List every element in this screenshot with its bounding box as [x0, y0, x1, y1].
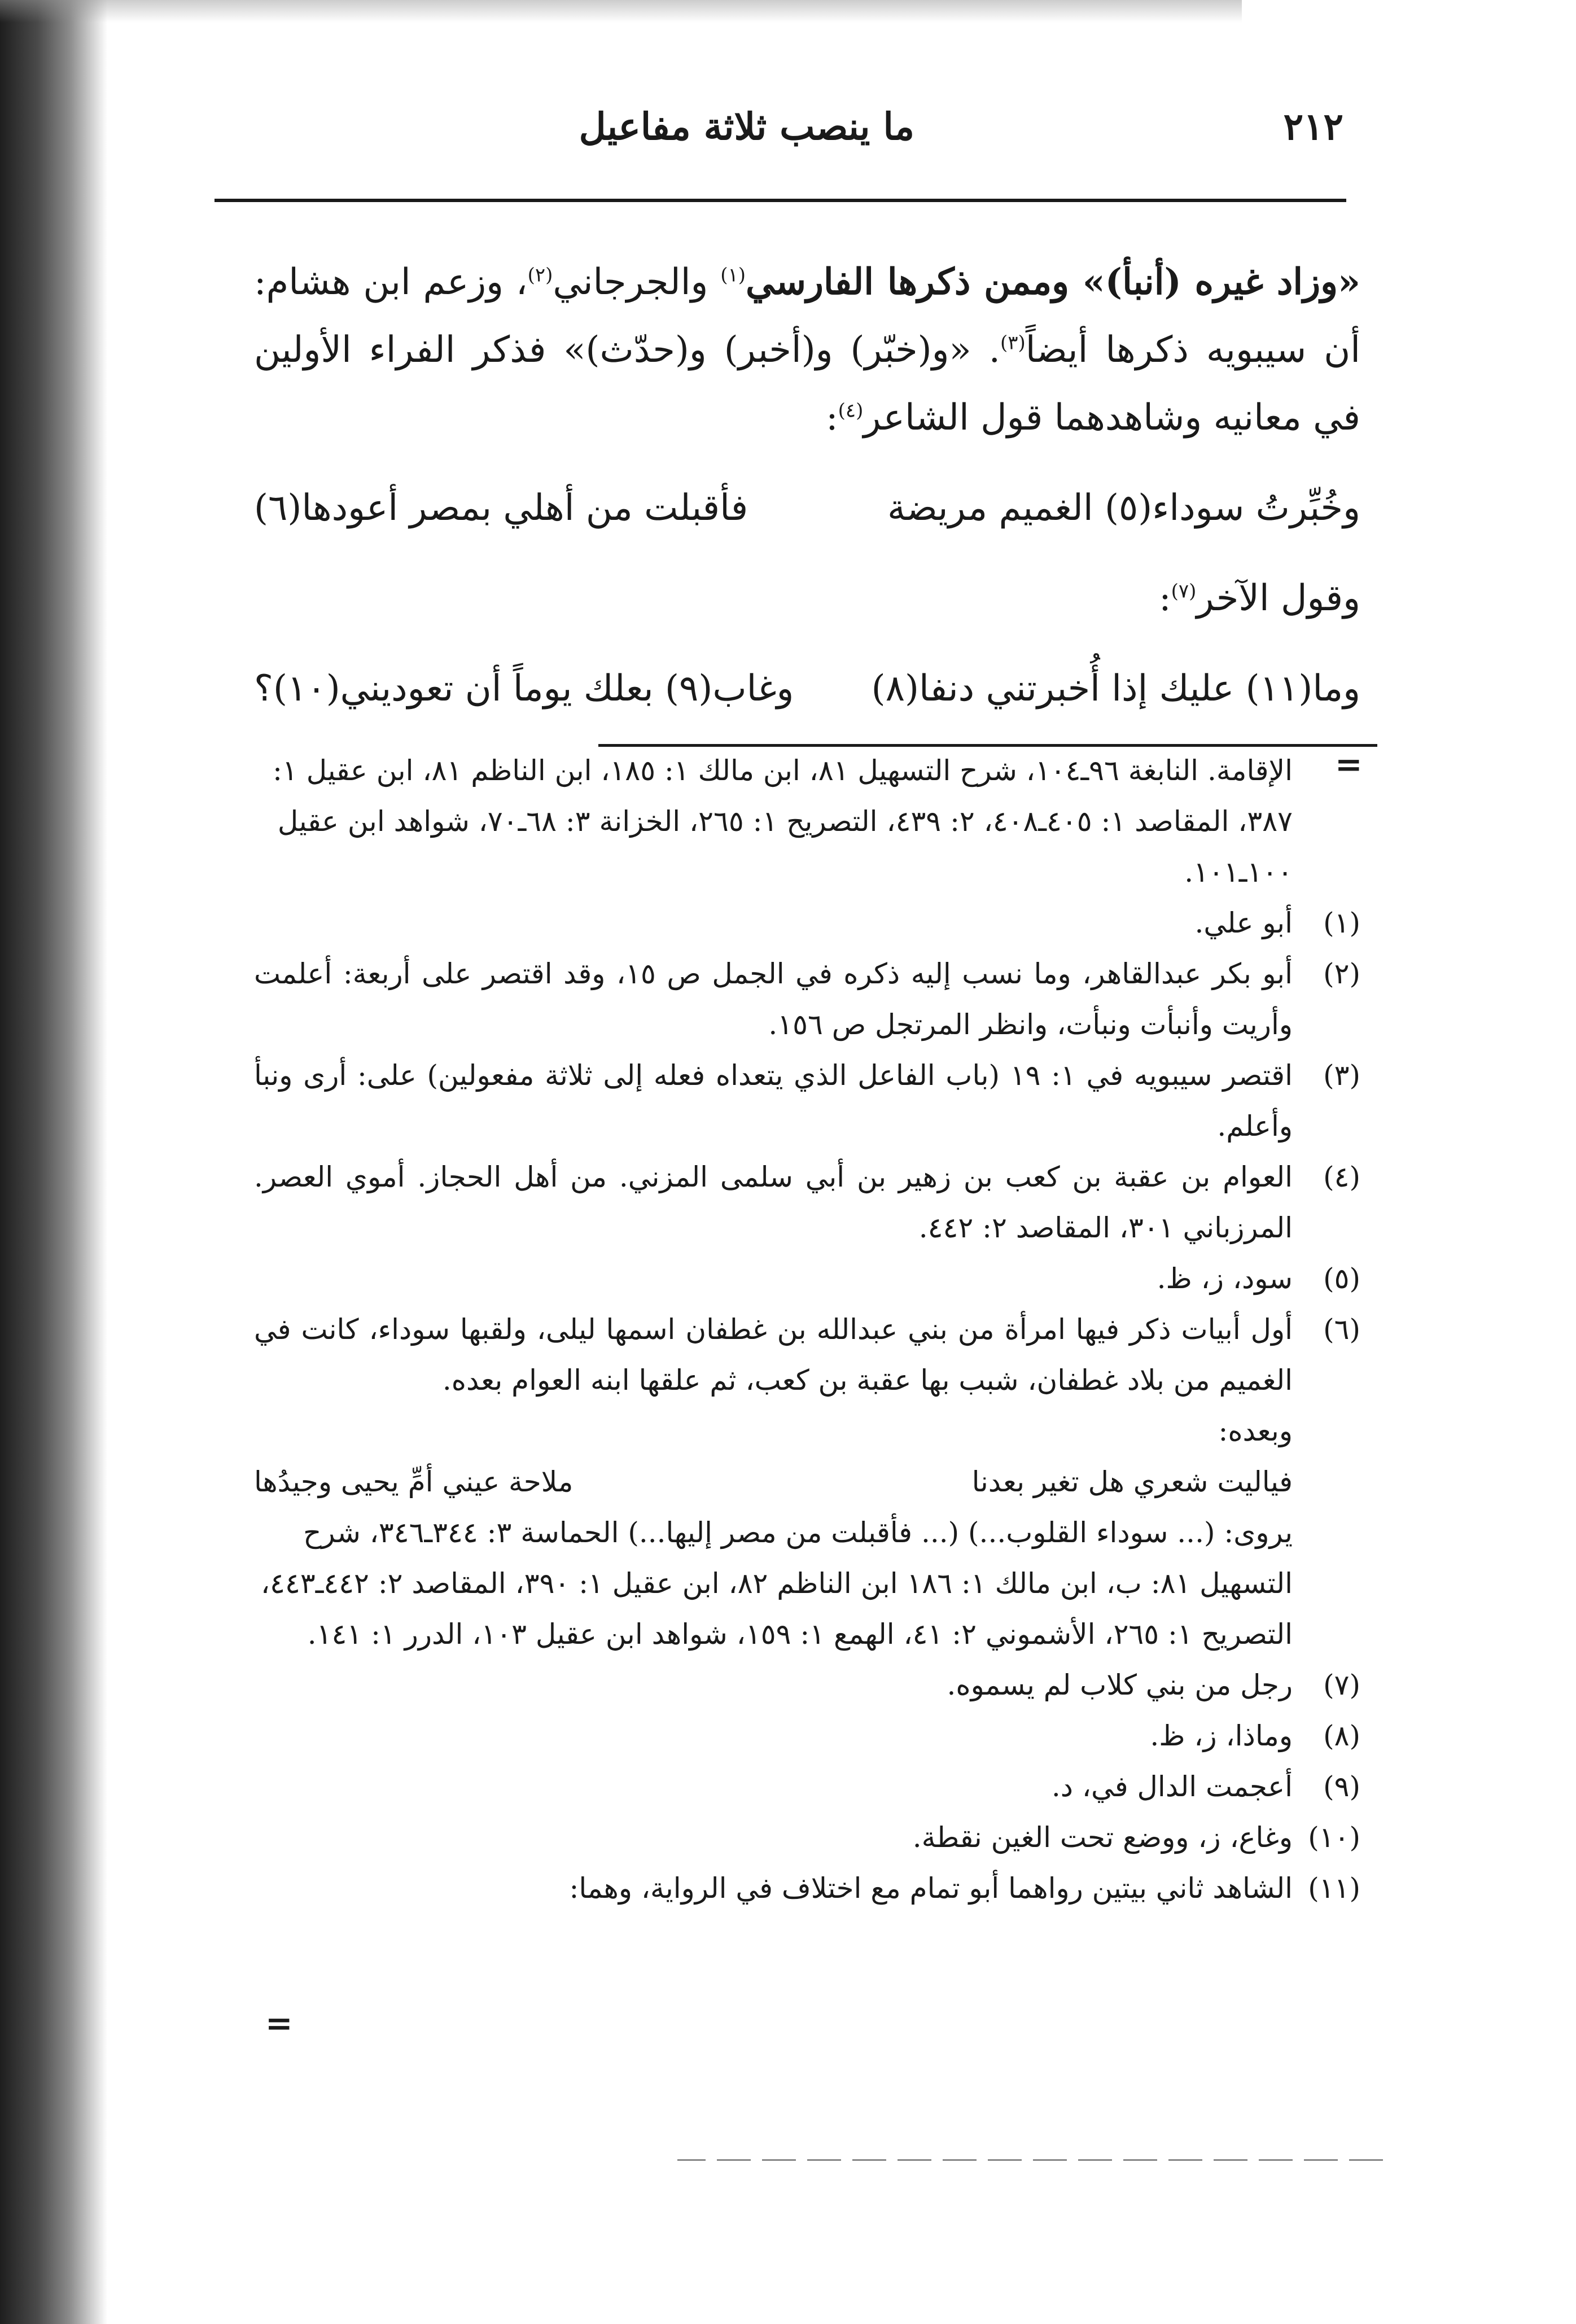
footnote-1: (١) أبو علي.	[1194, 907, 1360, 939]
verse-1-first-hemistich: وخُبِّرتُ سوداء(٥) الغميم مريضة	[887, 487, 1360, 529]
footnote-8: (٨) وماذا، ز، ظ.	[1150, 1719, 1360, 1752]
footnote-5: (٥) سود، ز، ظ.	[1157, 1262, 1360, 1295]
footnote-3: (٣) اقتصر سيبويه في ١: ١٩ (باب الفاعل الذي يتعداه فعله إلى ثلاثة مفعولين) على: أرى ونبأ وأعلم.	[254, 1059, 1360, 1143]
footnote-11: (١١) الشاهد ثاني بيتين رواهما أبو تمام مع اختلاف في الرواية، وهما:	[569, 1872, 1360, 1905]
scan-edge-shadow	[0, 0, 107, 2324]
bottom-dashed-rule	[677, 2159, 1383, 2161]
footnote-ref-7: (٧)	[1171, 580, 1197, 603]
footnote-6-verse-second: ملاحة عيني أمِّ يحيى وجيدُها	[254, 1465, 574, 1498]
footnote-6-intro: وبعده:	[1218, 1415, 1293, 1447]
page-number: ٢١٢	[1283, 104, 1343, 148]
footnote-ref-2: (٢)	[527, 264, 553, 287]
footnote-6-verse-first: فياليت شعري هل تغير بعدنا	[971, 1465, 1293, 1498]
page-title: ما ينصب ثلاثة مفاعيل	[579, 104, 914, 148]
footnote-ref-3: (٣)	[1000, 331, 1026, 354]
footnote-7: (٧) رجل من بني كلاب لم يسموه.	[947, 1669, 1360, 1701]
scan-top-shadow	[0, 0, 1242, 23]
footnote-ref-4: (٤)	[838, 399, 864, 422]
paragraph-1: «وزاد غيره (أنبأ)» وممن ذكرها الفارسي$^{(١)}$ والجرجاني$^{(٢)}$، وزعم ابن هشام: أن سيبويه ذكرها أيضاً$^{(٣)}$. «و(خبّر) و(أخبر) و(حدّث)» فذكر الفراء الأولين في معانيه وشاهدهما قول الشاعر$^{(٤)}$:	[254, 261, 1361, 439]
footnote-6-refs: يروى: (... سوداء القلوب...) (... فأقبلت من مصر إليها...) الحماسة ٣: ٣٤٤ـ٣٤٦، شرح التسهيل ٨١: ب، ابن مالك ١: ١٨٦ ابن الناظم ٨٢، ابن عقيل ١: ٣٩٠، المقاصد ٢: ٤٤٢ـ٤٤٣، التصريح ١: ٢٦٥، الأشموني ٢: ٤١، الهمع ١: ١٥٩، شواهد ابن عقيل ١٠٣، الدرر ١: ١٤١.	[260, 1516, 1293, 1651]
verse-1-second-hemistich: فأقبلت من أهلي بمصر أعودها(٦)	[254, 487, 748, 529]
end-continuation-sign: =	[265, 2004, 293, 2042]
footnotes	[254, 745, 1360, 1914]
footnote-continuation: الإقامة. النابغة ٩٦ـ١٠٤، شرح التسهيل ٨١، ابن مالك ١: ١٨٥، ابن الناظم ٨١، ابن عقيل ١: ٣٨٧، المقاصد ١: ٤٠٥ـ٤٠٨، ٢: ٤٣٩، التصريح ١: ٢٦٥، الخزانة ٣: ٦٨ـ٧٠، شواهد ابن عقيل ١٠٠ـ١٠١.	[273, 754, 1293, 889]
verse-2-second-hemistich: وغاب(٩) بعلك يوماً أن تعوديني(١٠)؟	[254, 668, 794, 710]
footnote-9: (٩) أعجمت الدال في، د.	[1051, 1770, 1360, 1803]
footnote-10: (١٠) وغاع، ز، ووضع تحت الغين نقطة.	[912, 1821, 1360, 1854]
footnote-6-verse	[254, 1456, 1360, 1507]
header-rule	[214, 199, 1346, 202]
footnote-2: (٢) أبو بكر عبدالقاهر، وما نسب إليه ذكره في الجمل ص ١٥، وقد اقتصر على أربعة: أعلمت وأريت وأنبأت ونبأت، وانظر المرتجل ص ١٥٦.	[254, 957, 1360, 1041]
page-header	[220, 99, 1343, 161]
verse-2-first-hemistich: وما(١١) عليك إذا أُخبرتني دنفا(٨)	[871, 668, 1360, 710]
verse-1	[254, 474, 1360, 542]
footnote-ref-1: (١)	[720, 264, 746, 287]
continuation-sign: =	[1335, 745, 1363, 784]
footnote-6: (٦) أول أبيات ذكر فيها امرأة من بني عبدالله بن غطفان اسمها ليلى، ولقبها سوداء، كانت في الغميم من بلاد غطفان، شبب بها عقبة بن كعب، ثم علقها ابنه العوام بعده.	[254, 1313, 1360, 1397]
paragraph-2: وقول الآخر$^{(٧)}$:	[1159, 577, 1360, 619]
main-text	[254, 248, 1360, 745]
footnote-4: (٤) العوام بن عقبة بن كعب بن زهير بن أبي سلمى المزني. من أهل الحجاز. أموي العصر. المرزباني ٣٠١، المقاصد ٢: ٤٤٢.	[254, 1161, 1360, 1244]
verse-2	[254, 655, 1360, 723]
